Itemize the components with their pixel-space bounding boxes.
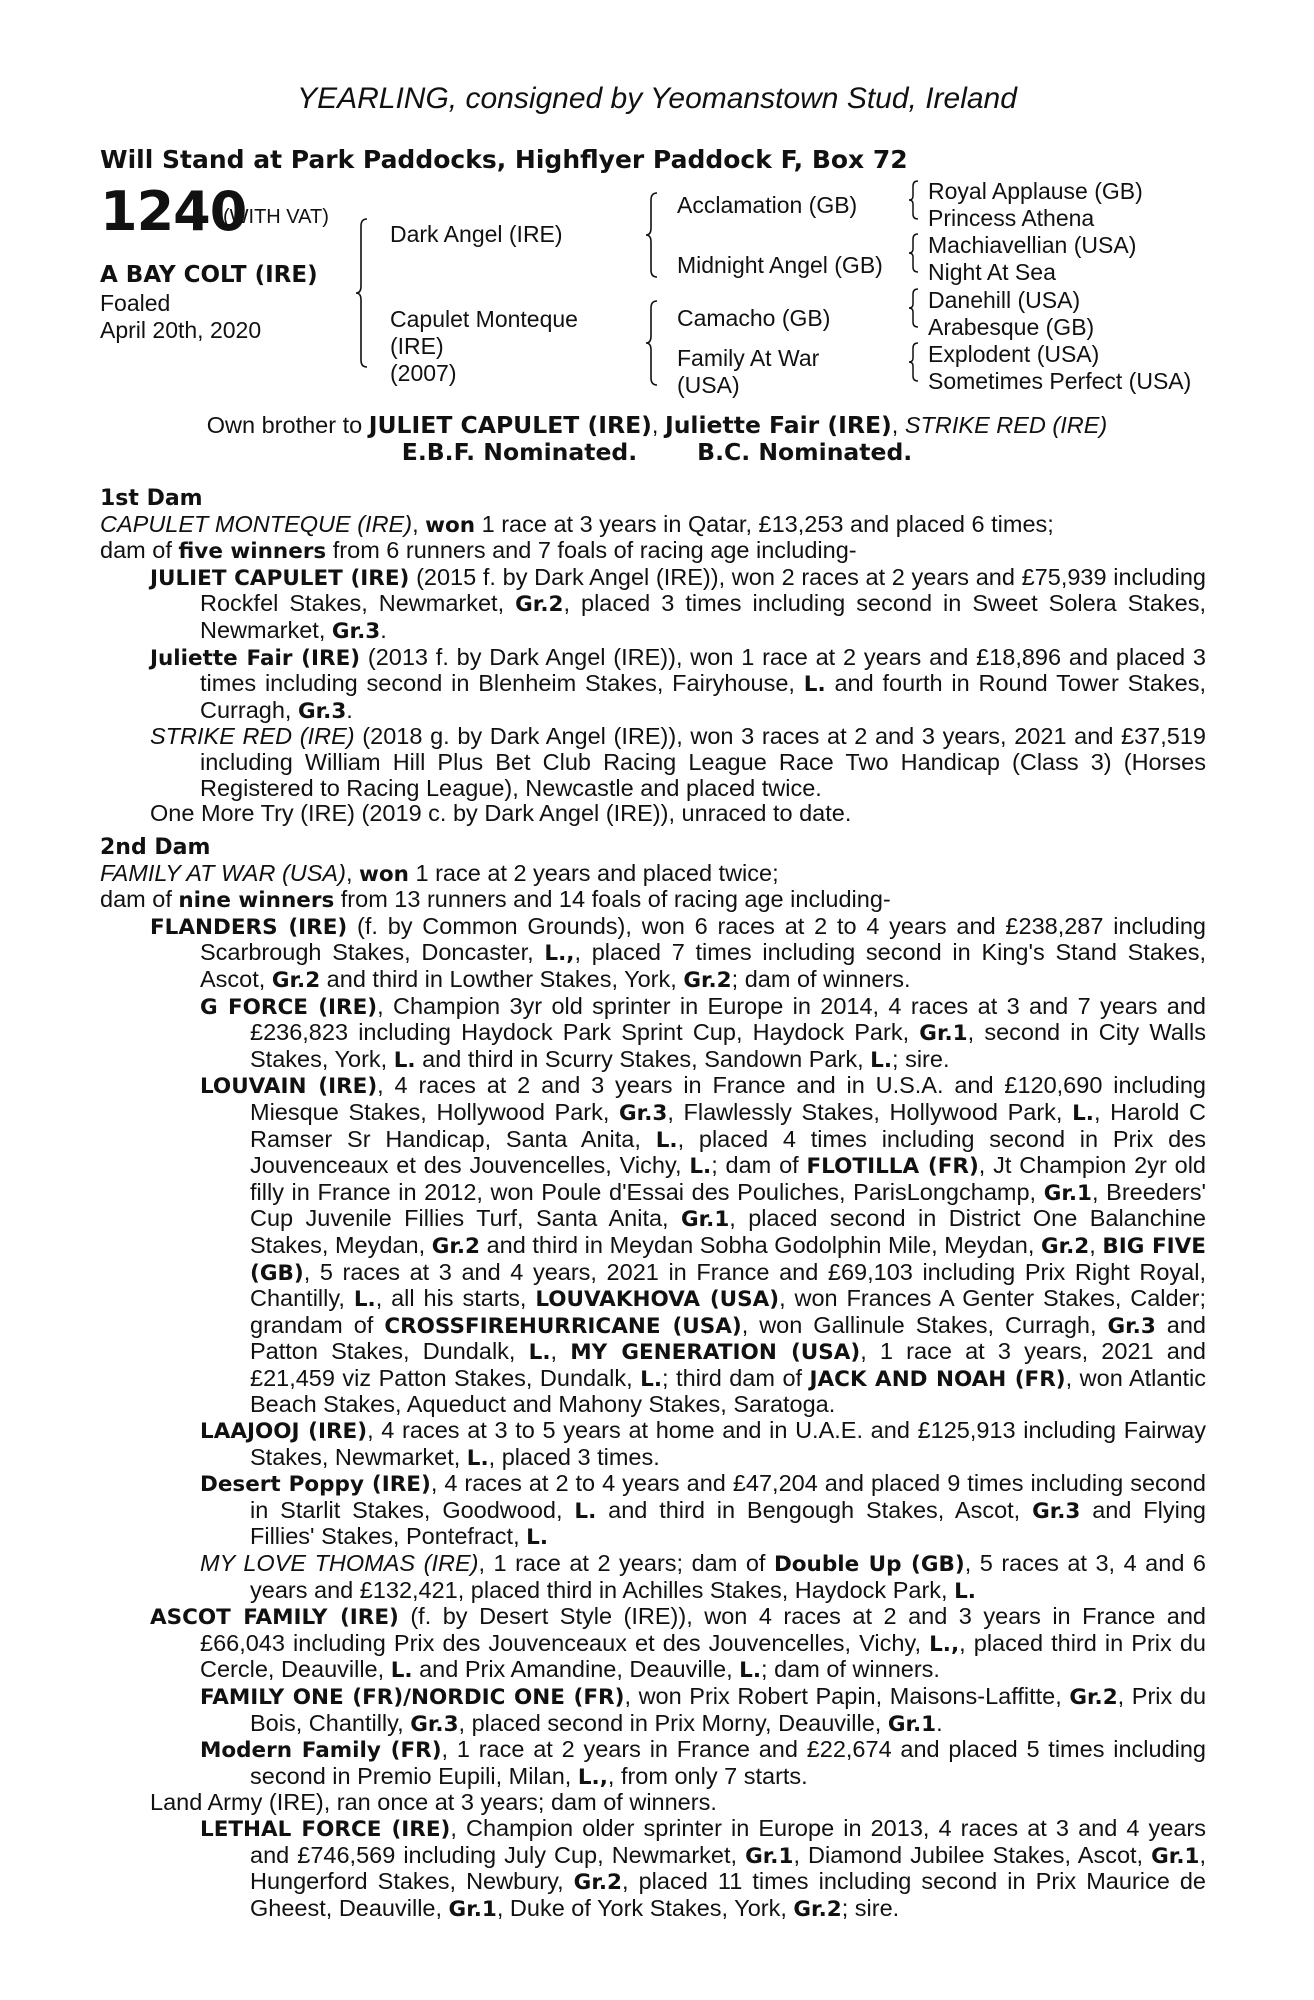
offspring-ascot-family [100, 1604, 1206, 1684]
pedigree-sire-sire: Acclamation (GB) [677, 192, 858, 218]
ebf-nominated: E.B.F. Nominated. [401, 438, 638, 466]
text-run: , 4 races at 3 to 5 years at home and in U.A.E. and £125,913 including Fairway Stakes, Newmarket, [250, 1417, 1206, 1470]
pedigree-dam-name: Capulet Monteque [390, 306, 578, 332]
pedigree-dsd: Arabesque (GB) [928, 314, 1095, 340]
text-run: L. [640, 1366, 663, 1392]
sibling-2: Juliette Fair (IRE) [664, 411, 892, 439]
text-run: , won Frances A Genter Stakes, Calder; grandam of [250, 1285, 1207, 1338]
text-run: L., [929, 1631, 960, 1657]
text-run: , Flawlessly Stakes, Hollywood Park, [667, 1098, 1073, 1125]
pedigree-sds: Machiavellian (USA) [928, 232, 1137, 258]
text-run: and Patton Stakes, Dundalk, [250, 1311, 1206, 1365]
text-run: Gr.1 [919, 1021, 968, 1047]
text-run: FAMILY AT WAR (USA) [100, 859, 346, 886]
foaled-label: Foaled [100, 290, 171, 316]
grandchild-lethal-force [100, 1816, 1206, 1922]
text-run: and third in Lowther Stakes, York, [320, 965, 684, 992]
text-run: nine winners [178, 888, 335, 914]
text-run: won [359, 861, 409, 887]
pedigree-ddd: Sometimes Perfect (USA) [928, 368, 1192, 394]
text-run: FLANDERS (IRE) [150, 914, 348, 940]
grandchild-my-love-thomas [100, 1551, 1206, 1604]
text-run: , 1 race at 3 years, 2021 and £21,459 viz Patton Stakes, Dundalk, [250, 1338, 1206, 1391]
text-run: L. [526, 1525, 549, 1551]
text-run: Gr.2 [573, 1870, 622, 1896]
text-run: JULIET CAPULET (IRE) [150, 565, 410, 591]
first-dam-section [100, 486, 1206, 827]
brace-dam [645, 300, 659, 386]
text-run: L. [390, 1658, 413, 1684]
text-run: , Harold C Ramser Sr Handicap, Santa Anita, [250, 1098, 1206, 1152]
text-run: L. [528, 1340, 551, 1366]
text-run: (2015 f. by Dark Angel (IRE)), won 2 races at 2 years and £75,939 including Rockfel Stakes, Newmarket, [200, 563, 1207, 617]
brace-dd [908, 342, 920, 382]
text-run: Juliette Fair (IRE) [150, 645, 361, 671]
text-run: , placed third in Prix du Cercle, Deauville, [200, 1629, 1206, 1683]
text-run: , placed 4 times including second in Prix des Jouvenceaux et des Jouvencelles, Vichy, [250, 1125, 1207, 1179]
text-run: five winners [178, 539, 327, 565]
text-run: Desert Poppy (IRE) [200, 1472, 431, 1498]
text-run: Gr.1 [887, 1711, 937, 1737]
text-run: ; sire. [892, 1045, 950, 1072]
text-run: L., [577, 1764, 608, 1790]
text-run: won [425, 512, 476, 538]
grandchild-g-force [100, 994, 1206, 1074]
text-run: , Duke of York Stakes, York, [496, 1894, 794, 1921]
text-run: Gr.2 [1069, 1685, 1118, 1710]
second-dam-produce [100, 887, 1206, 914]
nominations-line [0, 438, 1314, 466]
bc-nominated: B.C. Nominated. [697, 438, 913, 466]
first-dam-summary: CAPULET MONTEQUE (IRE), won 1 race at 3 years in Qatar, £13,253 and placed 6 times; [100, 510, 1054, 538]
text-run: (f. by Desert Style (IRE)), won 4 races at 2 and 3 years in France and £66,043 including Prix des Jouvenceaux et des Jouvencelles, Vichy, [200, 1603, 1206, 1656]
vat-note: (WITH VAT) [223, 206, 329, 228]
text-run: and Prix Amandine, Deauville, [412, 1656, 740, 1683]
text-run: Modern Family (FR) [200, 1738, 442, 1764]
text-run: Gr.3 [1107, 1313, 1156, 1339]
text-run: , won Prix Robert Papin, Maisons-Laffitte, [624, 1683, 1070, 1709]
pedigree-dam-dam-country: (USA) [677, 372, 740, 398]
lot-number: 1240 [100, 180, 247, 243]
text-run: Gr.2 [271, 967, 321, 993]
text-run: (2018 g. by Dark Angel (IRE)), won 3 races at 2 and 3 years, 2021 and £37,519 including William Hill Plus Bet Club Racing League Race Two Handicap (Class 3) (Horses Registered to Racing League), Newcastle and placed twice. [200, 723, 1206, 801]
text-run: CAPULET MONTEQUE (IRE) [100, 510, 413, 537]
brace-sire [645, 192, 659, 278]
first-dam-produce [100, 538, 1206, 565]
text-run: , 5 races at 3 and 4 years, 2021 in France and £69,103 including Prix Right Royal, Chantilly, [250, 1258, 1206, 1312]
text-run: , placed 11 times including second in Prix Maurice de Gheest, Deauville, [250, 1868, 1206, 1921]
text-run: MY LOVE THOMAS (IRE) [200, 1550, 479, 1577]
offspring-flanders [100, 914, 1206, 994]
text-run: Gr.1 [1151, 1843, 1200, 1869]
text-run: and third in Meydan Sobha Godolphin Mile, Meydan, [480, 1231, 1041, 1258]
text-run: , Champion older sprinter in Europe in 2013, 4 races at 3 and 4 years and £746,569 including July Cup, Newmarket, [250, 1814, 1206, 1868]
page-title: YEARLING, consigned by Yeomanstown Stud, Ireland [297, 82, 1017, 115]
text-run: FAMILY ONE (FR)/NORDIC ONE (FR) [200, 1685, 625, 1710]
foaled-info [100, 290, 261, 344]
text-run: L., [544, 941, 575, 967]
pedigree-dam-dam [677, 345, 819, 399]
text-run: Gr.1 [448, 1896, 497, 1922]
text-run: L. [466, 1445, 489, 1471]
text-run: L. [803, 672, 826, 698]
horse-description: A BAY COLT (IRE) [100, 262, 318, 288]
text-run: Gr.1 [680, 1207, 730, 1233]
pedigree-sire-dam: Midnight Angel (GB) [677, 252, 883, 278]
text-run: and Flying Fillies' Stakes, Pontefract, [250, 1496, 1206, 1550]
text-run: L. [954, 1578, 976, 1604]
text-run: and fourth in Round Tower Stakes, Curragh, [200, 670, 1206, 723]
text-run: , Champion 3yr old sprinter in Europe in 2014, 4 races at 3 and 7 years and £236,823 including Haydock Park Sprint Cup, Haydock Park, [250, 992, 1207, 1046]
text-run: G FORCE (IRE) [200, 994, 378, 1020]
pedigree-dam-country: (IRE) [390, 333, 444, 359]
text-run: Gr.2 [1040, 1233, 1090, 1259]
text-run: ; dam of [711, 1152, 807, 1179]
text-run: , placed second in Prix Morny, Deauville, [458, 1709, 888, 1736]
pedigree-sss: Royal Applause (GB) [928, 178, 1143, 204]
text-run: ; sire. [841, 1894, 900, 1921]
brace-ds [908, 288, 920, 328]
text-run: L. [1072, 1100, 1094, 1126]
text-run: Gr.3 [410, 1711, 459, 1737]
text-run: FLOTILLA (FR) [806, 1154, 979, 1180]
sibling-1: JULIET CAPULET (IRE) [368, 411, 652, 439]
text-run: , 1 race at 2 years in France and £22,674 and placed 5 times including second in Premio Eupili, Milan, [250, 1736, 1206, 1789]
foaled-date: April 20th, 2020 [100, 317, 262, 343]
text-run: L. [353, 1287, 376, 1313]
text-run: Double Up (GB) [773, 1552, 965, 1578]
text-run: LOUVAKHOVA (USA) [535, 1287, 780, 1313]
grandchild-desert-poppy [100, 1471, 1206, 1551]
text-run: , Breeders' Cup Juvenile Fillies Turf, Santa Anita, [250, 1178, 1206, 1232]
pedigree-sdd: Night At Sea [928, 259, 1056, 285]
grandchild-family-one: FAMILY ONE (FR)/NORDIC ONE (FR), won Prix Robert Papin, Maisons-Laffitte, Gr.2, Prix du Bois, Chantilly, Gr.3, placed second in Prix Morny, Deauville, Gr.1. [200, 1683, 1207, 1737]
text-run: Gr.1 [745, 1843, 794, 1869]
text-run: Gr.1 [1043, 1180, 1092, 1206]
text-run: and third in Bengough Stakes, Ascot, [596, 1496, 1033, 1523]
pedigree-dam-sire: Camacho (GB) [677, 305, 831, 331]
pedigree-sire: Dark Angel (IRE) [390, 221, 563, 247]
text-run: , placed 3 times including second in Sweet Solera Stakes, Newmarket, [200, 590, 1206, 643]
text-run: L. [393, 1047, 416, 1073]
text-run: L. [870, 1047, 893, 1073]
text-run: ; dam of winners. [761, 1656, 940, 1683]
text-run: dam of [100, 886, 179, 913]
brace-ss [908, 180, 920, 220]
text-run: CROSSFIREHURRICANE (USA) [384, 1313, 742, 1339]
own-brother-prefix: Own brother to [206, 412, 369, 438]
text-run: LOUVAIN (IRE) [200, 1074, 378, 1100]
text-run: from 13 runners and 14 foals of racing age including- [334, 886, 891, 913]
pedigree-dds: Explodent (USA) [928, 341, 1100, 367]
text-run: , Prix du Bois, Chantilly, [250, 1683, 1207, 1736]
text-run: Gr.2 [431, 1233, 480, 1259]
text-run: Gr.3 [331, 618, 381, 644]
sibling-3: STRIKE RED (IRE) [904, 412, 1108, 438]
pedigree-dss: Danehill (USA) [928, 287, 1081, 313]
first-dam-heading: 1st Dam [100, 486, 203, 511]
text-run: Gr.2 [793, 1896, 842, 1922]
brace-sd [908, 233, 920, 273]
text-run: BIG FIVE (GB) [250, 1233, 1206, 1286]
text-run: Gr.2 [515, 592, 564, 618]
text-run: , won Gallinule Stakes, Curragh, [741, 1311, 1108, 1338]
text-run: , 4 races at 2 to 4 years and £47,204 and placed 9 times including second in Starlit Stakes, Goodwood, [250, 1470, 1206, 1523]
text-run: and third in Scurry Stakes, Sandown Park, [415, 1045, 871, 1072]
text-run: (2013 f. by Dark Angel (IRE)), won 1 race at 2 years and £18,896 and placed 3 times including second in Blenheim Stakes, Fairyhouse, [200, 643, 1206, 697]
pedigree-dam-dam-name: Family At War [677, 345, 820, 371]
text-run: 1 race at 3 years in Qatar, £13,253 and placed 6 times; [475, 510, 1054, 537]
text-run: , from only 7 starts. [607, 1762, 808, 1789]
text-run: , 1 race at 2 years; dam of [478, 1550, 774, 1577]
offspring-land-army: Land Army (IRE), ran once at 3 years; dam of winners. [150, 1789, 717, 1816]
text-run: LAAJOOJ (IRE) [200, 1419, 368, 1445]
offspring-juliette-fair: Juliette Fair (IRE) (2013 f. by Dark Angel (IRE)), won 1 race at 2 years and £18,896 and placed 3 times including second in Blenheim Stakes, Fairyhouse, L. and fourth in Round Tower Stakes, Curragh, Gr.3. [150, 643, 1206, 724]
grandchild-laajooj [100, 1418, 1206, 1471]
text-run: dam of [100, 537, 179, 564]
text-run: , 5 races at 3, 4 and 6 years and £132,421, placed third in Achilles Stakes, Haydock Park, [250, 1550, 1206, 1603]
text-run: , won Atlantic Beach Stakes, Aqueduct and Mahony Stakes, Saratoga. [250, 1364, 1207, 1418]
own-brother-line: Own brother to JULIET CAPULET (IRE), Juliette Fair (IRE), STRIKE RED (IRE) [206, 411, 1108, 439]
text-run: , second in City Walls Stakes, York, [250, 1019, 1206, 1072]
offspring-juliet-capulet: JULIET CAPULET (IRE) (2015 f. by Dark Angel (IRE)), won 2 races at 2 years and £75,939 including Rockfel Stakes, Newmarket, Gr.2, placed 3 times including second in Sweet Solera Stakes, Newmarket, Gr.3. [150, 563, 1207, 644]
text-run: , Hungerford Stakes, Newbury, [250, 1841, 1206, 1895]
text-run: (f. by Common Grounds), won 6 races at 2 to 4 years and £238,287 including Scarbrough Stakes, Doncaster, [200, 912, 1206, 966]
text-run: STRIKE RED (IRE) [150, 723, 355, 750]
text-run: L. [655, 1127, 678, 1153]
offspring-one-more-try: One More Try (IRE) (2019 c. by Dark Angel (IRE)), unraced to date. [150, 800, 852, 827]
text-run: from 6 runners and 7 foals of racing age including- [326, 537, 857, 564]
text-run: , 4 races at 2 and 3 years in France and in U.S.A. and £120,690 including Miesque Stakes, Hollywood Park, [250, 1072, 1206, 1125]
pedigree-dam-year: (2007) [390, 360, 457, 386]
text-run: L. [689, 1154, 712, 1180]
brace-main [355, 218, 369, 368]
text-run: , all his starts, [375, 1285, 536, 1312]
second-dam-heading: 2nd Dam [100, 835, 211, 860]
text-run: MY GENERATION (USA) [570, 1340, 861, 1366]
text-run: ASCOT FAMILY (IRE) [150, 1605, 399, 1631]
grandchild-modern-family [100, 1737, 1206, 1790]
text-run: Gr.3 [297, 698, 347, 724]
text-run: JACK AND NOAH (FR) [809, 1366, 1066, 1392]
text-run: Gr.3 [619, 1100, 668, 1126]
text-run: ; third dam of [662, 1364, 810, 1391]
text-run: ; dam of winners. [731, 965, 911, 992]
second-dam-summary: FAMILY AT WAR (USA), won 1 race at 2 years and placed twice; [100, 859, 779, 887]
offspring-strike-red [100, 724, 1206, 801]
text-run: L. [574, 1498, 597, 1524]
text-run: LETHAL FORCE (IRE) [200, 1816, 451, 1842]
text-run: , Diamond Jubilee Stakes, Ascot, [793, 1841, 1152, 1868]
text-run: , Jt Champion 2yr old filly in France in 2012, won Poule d'Essai des Pouliches, ParisLongchamp, [250, 1152, 1206, 1205]
pedigree-ssd: Princess Athena [928, 205, 1095, 231]
second-dam-section [100, 835, 1206, 1922]
text-run: L. [739, 1658, 762, 1684]
pedigree-dam [390, 306, 578, 387]
stand-location: Will Stand at Park Paddocks, Highflyer Paddock F, Box 72 [100, 145, 908, 174]
text-run: Gr.2 [683, 967, 732, 993]
text-run: 1 race at 2 years and placed twice; [408, 859, 779, 886]
text-run: , placed 3 times. [488, 1443, 660, 1470]
text-run: Gr.3 [1032, 1498, 1081, 1524]
text-run: , placed second in District One Balanchine Stakes, Meydan, [250, 1205, 1206, 1258]
grandchild-louvain: LOUVAIN (IRE), 4 races at 2 and 3 years in France and in U.S.A. and £120,690 including Miesque Stakes, Hollywood Park, Gr.3, Flawlessly Stakes, Hollywood Park, L., Harold C Ramser Sr Handicap, Santa Anita, L., placed 4 times including second in Prix des Jouvenceaux et des Jouvencelles, Vichy, L.; dam of FLOTILLA (FR), Jt Champion 2yr old filly in France in 2012, won Poule d'Essai des Pouliches, ParisLongchamp, Gr.1, Breeders' Cup Juvenile Fillies Turf, Santa Anita, Gr.1, placed second in District One Balanchine Stakes, Meydan, Gr.2 and third in Meydan Sobha Godolphin Mile, Meydan, Gr.2, BIG FIVE (GB), 5 races at 3 and 4 years, 2021 in France and £69,103 including Prix Right Royal, Chantilly, L., all his starts, LOUVAKHOVA (USA), won Frances A Genter Stakes, Calder; grandam of CROSSFIREHURRICANE (USA), won Gallinule Stakes, Curragh, Gr.3 and Patton Stakes, Dundalk, L., MY GENERATION (USA), 1 race at 3 years, 2021 and £21,459 viz Patton Stakes, Dundalk, L.; third dam of JACK AND NOAH (FR), won Atlantic Beach Stakes, Aqueduct and Mahony Stakes, Saratoga. [200, 1072, 1207, 1418]
text-run: , placed 7 times including second in King's Stand Stakes, Ascot, [200, 939, 1206, 992]
